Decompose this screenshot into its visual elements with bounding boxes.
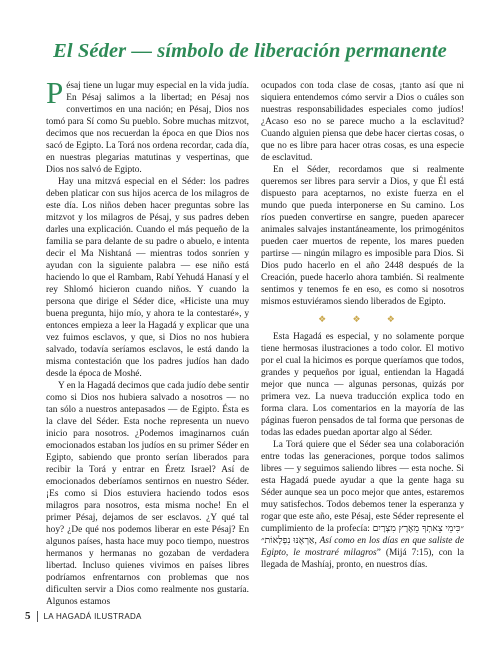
page-number: 5	[25, 610, 31, 622]
paragraph: Y en la Hagadá decimos que cada judío debe sentir como si Dios nos hubiera salvado a nosotros — no tan sólo a nuestros antepasados — de Egipto. Ésta es la clave del Séder. Esta noche representa un nuevo inicio para nosotros. ¿Podemos imaginarnos cuán emocionados estaban los judíos en su primer Séder en Egipto, sabiendo que pronto serían liberados para recibir la Torá y entrar en Éretz Israel? Así de emocionados deberíamos sentirnos en nuestro Séder. ¡Es como si Dios estuviera haciendo todos esos milagros para nosotros, esta misma noche! En el primer Pésaj, dejamos de ser esclavos. ¿Y qué tal hoy? ¿De qué nos podemos liberar en este Pésaj? En algunos países, hasta hace muy poco tiempo, nuestros hermanos y hermanas no gozaban de verdadera libertad. Incluso quienes vivimos en países libres podríamos enfrentarnos con problemas que nos dificulten servir a Dios como realmente nos gustaría. Algunos estamos	[46, 381, 249, 607]
page-title: El Séder — símbolo de liberación permanente	[53, 40, 447, 62]
paragraph-text: ésaj tiene un lugar muy especial en la vida judía. En Pésaj salimos a la libertad; en Pésaj nos convertimos en una nación; en Pésaj, Dios nos tomó para Sí como Su pueblo. Sobre muchas mitzvot, decimos que nos recuerdan la época en que Dios nos sacó de Egipto. La Torá nos ordena recordar, cada día, en nuestras plegarias matutinas y vespertinas, que Dios nos salvó de Egipto.	[46, 81, 249, 175]
paragraph: ocupados con toda clase de cosas, ¡tanto así que ni siquiera entendemos cómo servir a Dios o cuáles son nuestras responsabilidades especiales como judíos! ¿Acaso eso no se parece mucho a la esclavitud? Cuando alguien piensa que debe hacer ciertas cosas, o que no es libre para hacer otras cosas, es una especie de esclavitud.	[261, 81, 464, 163]
ornament-divider: ❖ ❖ ❖	[318, 314, 407, 324]
paragraph	[261, 439, 464, 571]
paragraph: Hay una mitzvá especial en el Séder: los padres deben platicar con sus hijos acerca de los milagros de este día. Los niños deben hacer preguntas sobre las mitzvot y los milagros de Pésaj, y sus padres deben darles una explicación. Cuando el más pequeño de la familia se para delante de su padre o abuelo, e intenta decir el Ma Nishtaná — mientras todos sonríen y ayudan con la siguiente palabra — ese niño está haciendo lo que el Rambam, Rabí Yehudá Hanasí y el rey Shlomó hicieron cuando niños. Y cuando la persona que dirige el Séder dice, «Hiciste una muy buena pregunta, hijo mío, y ahora te la contestaré», y entonces empieza a leer la Hagadá y explicar que una vez fuimos esclavos, y que, si Dios no nos hubiera salvado, todavía seríamos esclavos, le está dando la misma contestación que los padres judíos han dado desde la época de Moshé.	[46, 177, 249, 379]
paragraph-text: ” (Mijá 7:15), con la llegada de Mashíaj, pronto, en nuestros días.	[261, 548, 464, 570]
text-column-right	[261, 80, 464, 571]
quote-translation: , Así como en los días en que saliste de Egipto, le mostraré milagros	[261, 536, 464, 558]
text-column-left	[46, 75, 249, 608]
paragraph-text: La Torá quiere que el Séder sea una colaboración entre todas las generaciones, porque todos salimos libres — y seguimos saliendo libres — esta noche. Si esta Hagadá puede ayudar a que la gente haga su Séder aunque sea un poco mejor que antes, estaremos muy satisfechos. Todos debemos tener la esperanza y rogar que este año, este Pésaj, este Séder represente el cumplimiento de la profecía:	[261, 440, 464, 534]
paragraph: En el Séder, recordamos que si realmente queremos ser libres para servir a Dios, y que Él está dispuesto para aceptarnos, no existe fuerza en el mundo que pueda interponerse en Su camino. Los ríos pueden convertirse en sangre, pueden aparecer animales salvajes instantáneamente, los primogénitos pueden caer muertos de repente, los mares pueden partirse — ningún milagro es imposible para Dios. Si Dios pudo hacerlo en el año 2448 después de la Creación, puede hacerlo ahora también. Si realmente sentimos y tenemos fe en eso, es como si nosotros mismos estuviéramos siendo liberados de Egipto.	[261, 165, 464, 307]
publication-name: LA HAGADÁ ILUSTRADA	[43, 611, 142, 621]
footer-divider	[37, 611, 38, 622]
paragraph: Esta Hagadá es especial, y no solamente porque tiene hermosas ilustraciones a todo color. El motivo por el cual la hicimos es porque queríamos que todos, grandes y pequeños por igual, entiendan la Hagadá mejor que nunca — algunas personas, quizás por primera vez. La nueva traducción explica todo en forma clara. Los comentarios en la mayoría de las páginas fueron pensados de tal forma que personas de todas las edades puedan aportar algo al Séder.	[261, 332, 464, 438]
paragraph	[46, 75, 249, 176]
drop-cap: P	[46, 75, 64, 110]
hebrew-quote: ״כִּימֵי צֵאתְךָ מֵאֶרֶץ מִצְרָיִם אַרְאֶנּוּ נִפְלָאוֹת״	[261, 524, 464, 546]
page-footer	[25, 610, 142, 622]
